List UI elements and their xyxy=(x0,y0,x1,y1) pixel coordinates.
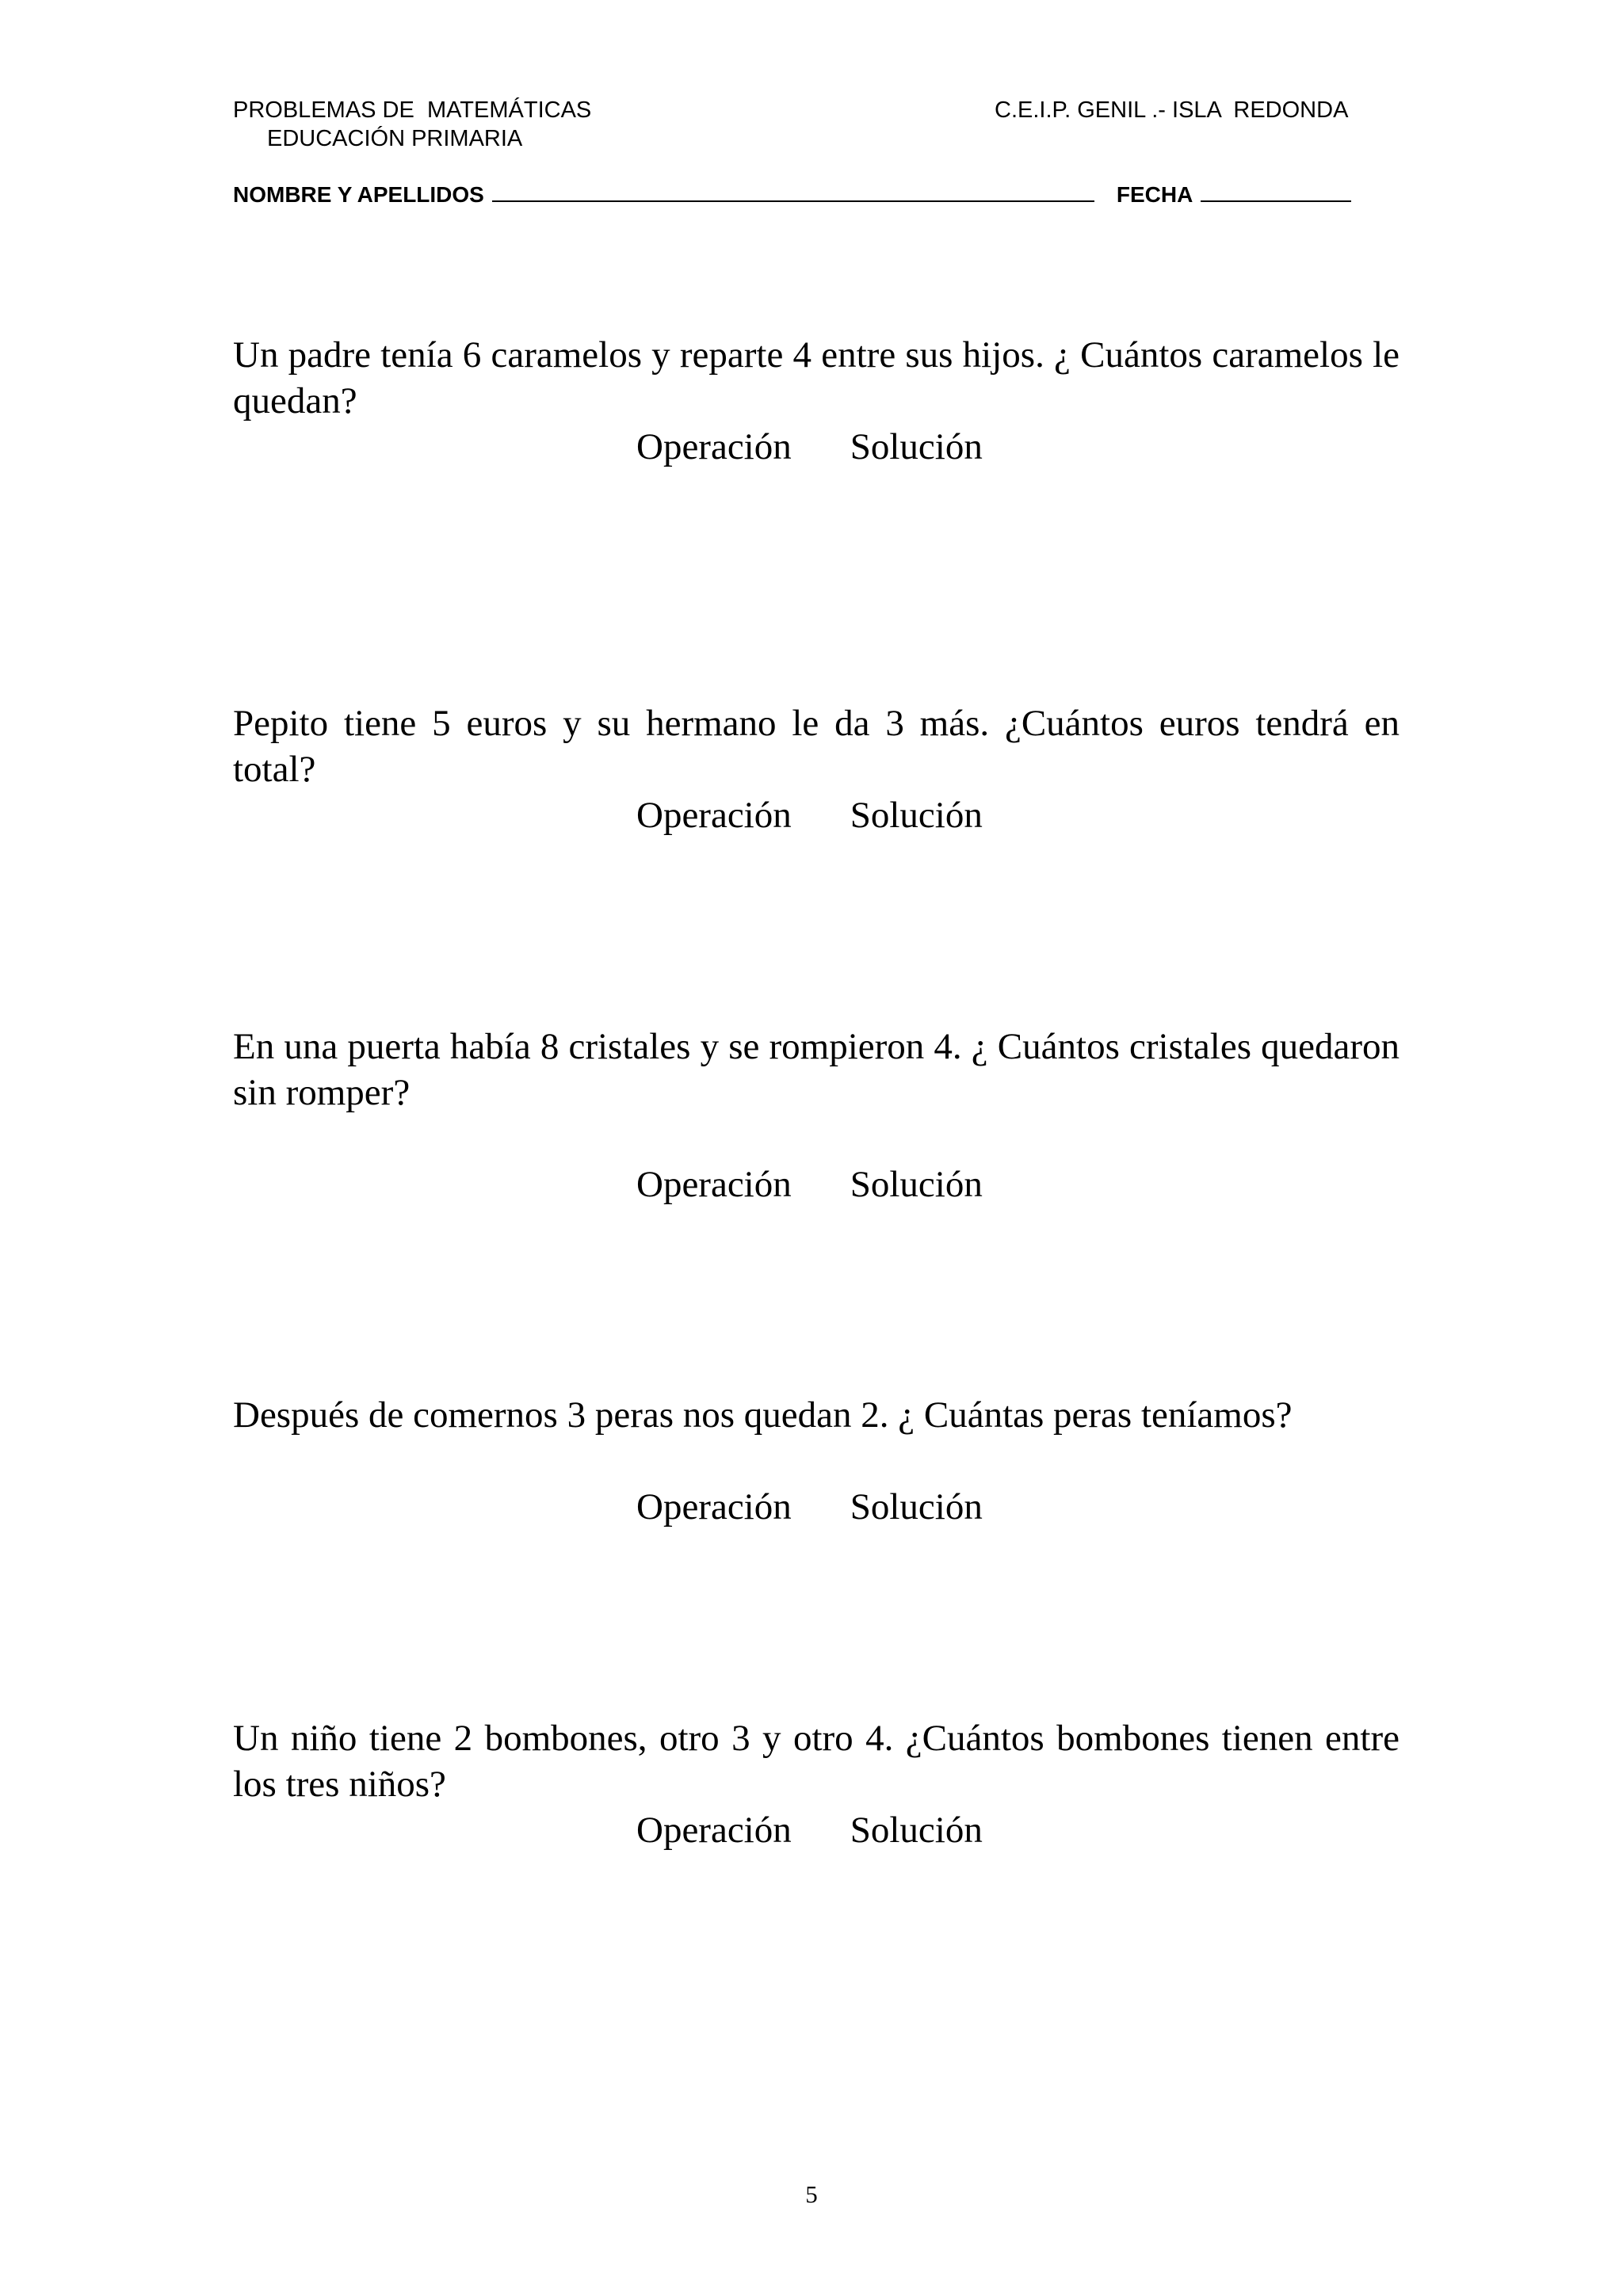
operation-label: Operación xyxy=(636,1810,792,1851)
solution-label: Solución xyxy=(850,795,983,836)
operation-label: Operación xyxy=(636,1486,792,1527)
problem-2-answer-labels xyxy=(636,792,983,838)
operation-label: Operación xyxy=(636,1164,792,1205)
page-number: 5 xyxy=(805,2180,818,2208)
solution-label: Solución xyxy=(850,1486,983,1527)
operation-label: Operación xyxy=(636,795,792,836)
problem-5-text: Un niño tiene 2 bombones, otro 3 y otro 4. ¿Cuántos bombones tienen entre los tres niños? xyxy=(233,1718,1400,1805)
problem-4-text: Después de comernos 3 peras nos quedan 2. ¿ Cuántas peras teníamos? xyxy=(233,1394,1293,1436)
header-title: PROBLEMAS DE MATEMÁTICAS xyxy=(233,97,592,123)
date-label: FECHA xyxy=(1116,182,1193,207)
problem-3-answer-labels xyxy=(636,1161,983,1207)
problem-5-answer-labels xyxy=(636,1807,983,1853)
name-blank-field[interactable] xyxy=(492,181,1094,202)
solution-label: Solución xyxy=(850,1810,983,1851)
problem-1-answer-labels xyxy=(636,424,983,470)
operation-label: Operación xyxy=(636,426,792,467)
header-school: C.E.I.P. GENIL .- ISLA REDONDA xyxy=(995,97,1349,123)
problem-2-text: Pepito tiene 5 euros y su hermano le da 3 más. ¿Cuántos euros tendrá en total? xyxy=(233,703,1400,790)
date-blank-field[interactable] xyxy=(1201,181,1351,202)
header-subtitle: EDUCACIÓN PRIMARIA xyxy=(267,126,523,151)
name-date-line xyxy=(233,181,1351,208)
problem-3-text: En una puerta había 8 cristales y se rompieron 4. ¿ Cuántos cristales quedaron sin romper? xyxy=(233,1026,1400,1113)
solution-label: Solución xyxy=(850,1164,983,1205)
name-label: NOMBRE Y APELLIDOS xyxy=(233,182,484,207)
solution-label: Solución xyxy=(850,426,983,467)
problem-1-text: Un padre tenía 6 caramelos y reparte 4 entre sus hijos. ¿ Cuántos caramelos le quedan? xyxy=(233,334,1400,421)
problem-4-answer-labels xyxy=(636,1484,983,1530)
